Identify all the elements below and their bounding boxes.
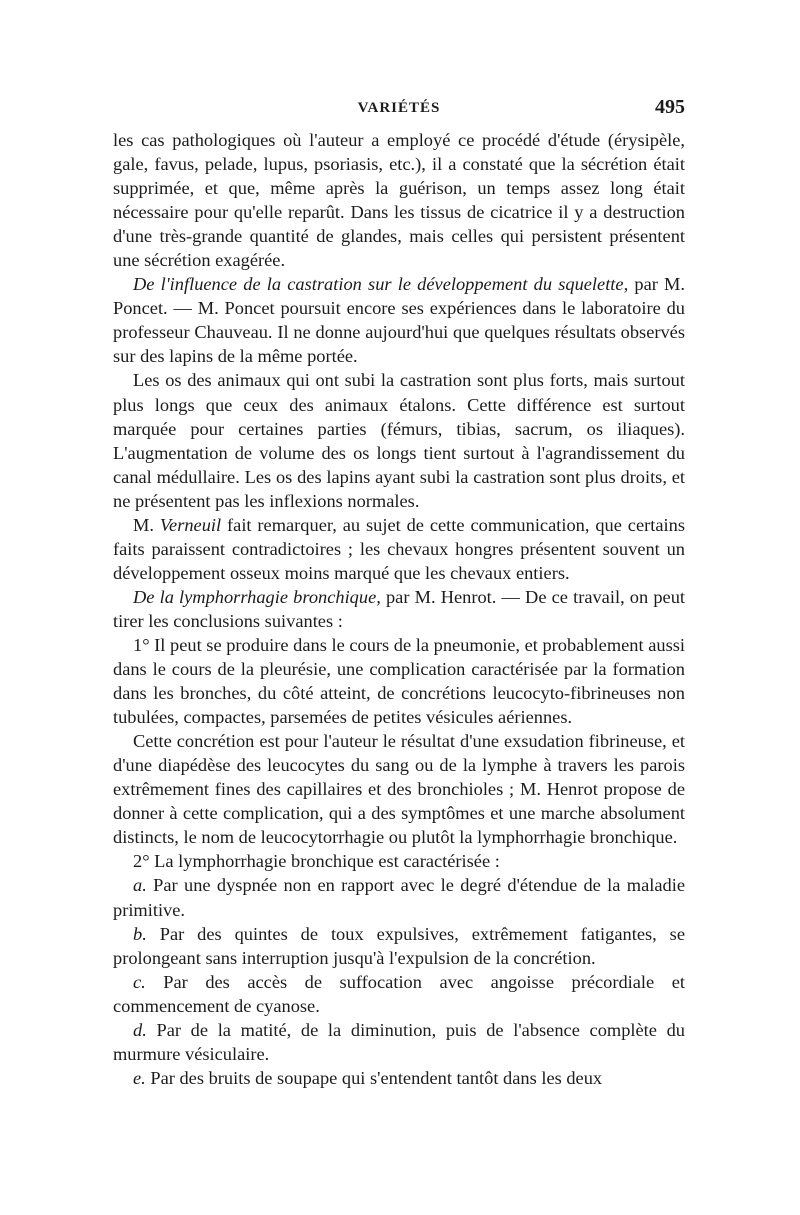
list-item-e — [113, 1066, 685, 1090]
paragraph-text: Les os des animaux qui ont subi la castration sont plus forts, mais surtout plus longs que ceux des animaux étalons. Cette différence est surtout marquée pour certaines parties (fémurs, tibias, sacrum, os iliaques). L'augmentation de volume des os longs tient surtout à l'agrandissement du canal médullaire. Les os des lapins ayant subi la castration sont plus droits, et ne présentent pas les inflexions normales. — [113, 370, 685, 511]
paragraph-text: par M. Henrot. — De ce travail, on peut tirer les conclusions suivantes : — [113, 586, 685, 631]
paragraph-text: 2° La lymphorrhagie bronchique est caractérisée : — [133, 851, 500, 872]
paragraph-lymphorrhagie — [113, 585, 685, 633]
paragraph-text: fait remarquer, au sujet de cette communication, que certains faits paraissent contradictoires ; les chevaux hongres présentent souvent un développement osseux moins marqué que les chevaux entiers. — [113, 514, 685, 583]
list-letter: a. — [133, 875, 147, 896]
page-number: 495 — [655, 96, 685, 118]
body-text — [113, 128, 685, 1090]
article-title: De la lymphorrhagie bronchique, — [133, 586, 381, 607]
list-text: Par des accès de suffocation avec angoisse précordiale et commencement de cyanose. — [113, 971, 685, 1016]
paragraph-castration-results — [113, 368, 685, 512]
running-head — [113, 96, 685, 128]
running-title: VARIÉTÉS — [357, 100, 441, 116]
paragraph-continuation — [113, 128, 685, 272]
list-letter: e. — [133, 1067, 146, 1088]
paragraph-text: par M. Poncet. — M. Poncet poursuit encore ses expériences dans le laboratoire du professeur Chauveau. Il ne donne aujourd'hui que quelques résultats observés sur des lapins de la même portée. — [113, 274, 685, 367]
paragraph-castration — [113, 272, 685, 368]
list-letter: c. — [133, 971, 146, 992]
person-name: Verneuil — [159, 514, 222, 535]
list-item-c — [113, 970, 685, 1018]
paragraph-prefix: M. — [133, 514, 160, 535]
list-text: Par une dyspnée non en rapport avec le degré d'étendue de la maladie primitive. — [113, 875, 685, 920]
list-letter: d. — [133, 1019, 147, 1040]
list-item-a — [113, 873, 685, 921]
paragraph-concretion — [113, 729, 685, 849]
paragraph-verneuil — [113, 513, 685, 585]
list-text: Par des quintes de toux expulsives, extrêmement fatigantes, se prolongeant sans interruption jusqu'à l'expulsion de la concrétion. — [113, 923, 685, 968]
paragraph-text: Cette concrétion est pour l'auteur le résultat d'une exsudation fibrineuse, et d'une diapédèse des leucocytes du sang ou de la lymphe à travers les parois extrêmement fines des capillaires et des bronchioles ; M. Henrot propose de donner à cette complication, qui a des symptômes et une marche absolument distincts, le nom de leucocytorrhagie ou plutôt la lymphorrhagie bronchique. — [113, 731, 685, 848]
conclusion-2 — [113, 849, 685, 873]
paragraph-text: 1° Il peut se produire dans le cours de la pneumonie, et probablement aussi dans le cours de la pleurésie, une complication caractérisée par la formation dans les bronches, du côté atteint, de concrétions leucocyto-fibrineuses non tubulées, compactes, parsemées de petites vésicules aériennes. — [113, 634, 685, 728]
article-title: De l'influence de la castration sur le développement du squelette, — [133, 274, 629, 295]
book-page — [113, 96, 685, 1186]
list-item-d — [113, 1018, 685, 1066]
list-letter: b. — [133, 923, 147, 944]
conclusion-1 — [113, 633, 685, 729]
paragraph-text: les cas pathologiques où l'auteur a employé ce procédé d'étude (érysipèle, gale, favus, pelade, lupus, psoriasis, etc.), il a constaté que la sécrétion était supprimée, et que, même après la guérison, un temps assez long était nécessaire pour qu'elle reparût. Dans les tissus de cicatrice il y a destruction d'une très-grande quantité de glandes, mais celles qui persistent présentent une sécrétion exagérée. — [113, 130, 685, 271]
list-text: Par des bruits de soupape qui s'entendent tantôt dans les deux — [145, 1067, 603, 1088]
list-text: Par de la matité, de la diminution, puis de l'absence complète du murmure vésiculaire. — [113, 1019, 685, 1064]
list-item-b — [113, 922, 685, 970]
